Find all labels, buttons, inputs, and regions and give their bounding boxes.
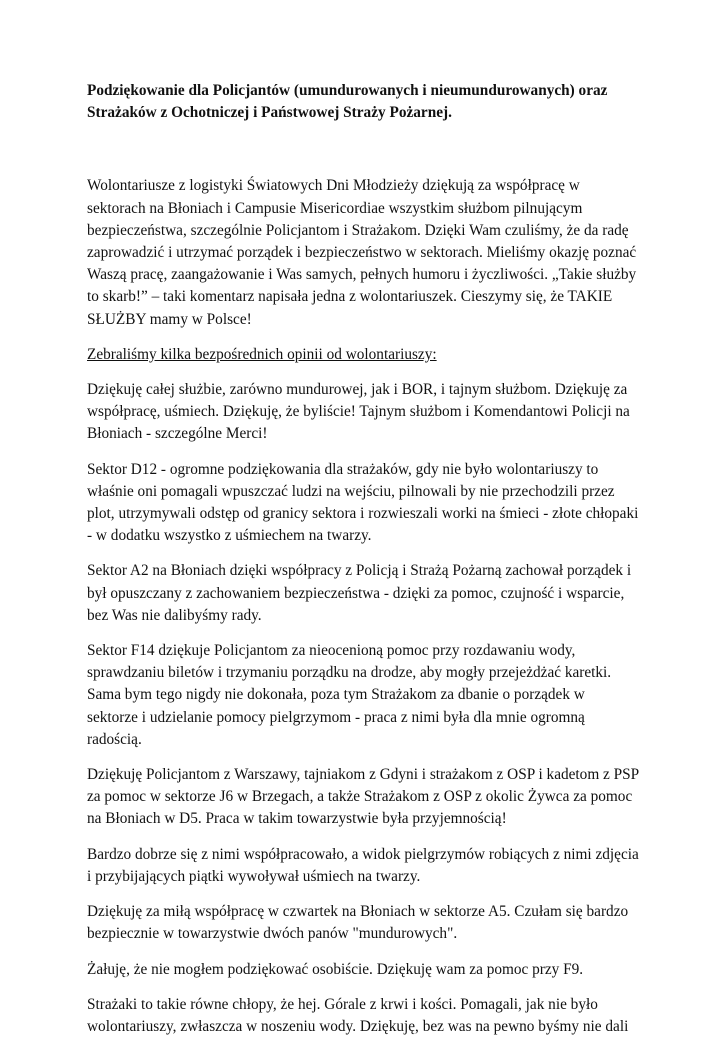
opinion-paragraph: Dziękuję całej służbie, zarówno mundurowej, jak i BOR, i tajnym służbom. Dziękuję za współpracę, uśmiech. Dziękuję, że byliście! Tajnym służbom i Komendantowi Policji na Błoniach - szczególne Merci! bbox=[87, 381, 630, 443]
opinion-paragraph: Dziękuję za miłą współpracę w czwartek na Błoniach w sektorze A5. Czułam się bardzo bezpiecznie w towarzystwie dwóch panów "mundurowych". bbox=[87, 903, 629, 943]
opinions-heading: Zebraliśmy kilka bezpośrednich opinii od wolontariuszy: bbox=[87, 345, 437, 363]
opinion-paragraph: Strażaki to takie równe chłopy, że hej. Górale z krwi i kości. Pomagali, jak nie było wolontariuszy, zwłaszcza w noszeniu wody. Dziękuję, bez was na pewno byśmy nie dali bbox=[87, 995, 629, 1035]
opinion-paragraph: Dziękuję Policjantom z Warszawy, tajniakom z Gdyni i strażakom z OSP i kadetom z PSP za pomoc w sektorze J6 w Brzegach, a także Strażakom z OSP z okolic Żywca za pomoc na Błoniach w D5. Praca w takim towarzystwie była przyjemnością! bbox=[87, 766, 639, 828]
document-title: Podziękowanie dla Policjantów (umundurowanych i nieumundurowanych) oraz Strażaków z Ochotniczej i Państwowej Straży Pożarnej. bbox=[87, 82, 608, 122]
opinion-paragraph: Sektor A2 na Błoniach dzięki współpracy z Policją i Strażą Pożarną zachował porządek i był opuszczany z zachowaniem bezpieczeństwa - dzięki za pomoc, czujność i wsparcie, bez Was nie dalibyśmy rady. bbox=[87, 562, 632, 624]
opinion-paragraph: Bardzo dobrze się z nimi współpracowało, a widok pielgrzymów robiących z nimi zdjęcia i przybijających piątki wywoływał uśmiech na twarzy. bbox=[87, 845, 639, 885]
opinion-paragraph: Sektor D12 - ogromne podziękowania dla strażaków, gdy nie było wolontariuszy to właśnie oni pomagali wpuszczać ludzi na wejściu, pilnowali by nie przechodzili przez plot, utrzymywali odstęp od granicy sektora i rozwieszali worki na śmieci - złote chłopaki - w dodatku wszystko z uśmiechem na twarzy. bbox=[87, 460, 639, 545]
document-page bbox=[87, 80, 639, 1051]
opinion-paragraph: Żałuję, że nie mogłem podziękować osobiście. Dziękuję wam za pomoc przy F9. bbox=[87, 960, 584, 978]
intro-paragraph: Wolontariusze z logistyki Światowych Dni Młodzieży dziękują za współpracę w sektorach na Błoniach i Campusie Misericordiae wszystkim służbom pilnującym bezpieczeństwa, szczególnie Policjantom i Strażakom. Dzięki Wam czuliśmy, że da radę zaprowadzić i utrzymać porządek i bezpieczeństwo w sektorach. Mieliśmy okazję poznać Waszą pracę, zaangażowanie i Was samych, pełnych humoru i życzliwości. „Takie służby to skarb!” – taki komentarz napisała jedna z wolontariuszek. Cieszymy się, że TAKIE SŁUŻBY mamy w Polsce! bbox=[87, 177, 637, 328]
opinion-paragraph: Sektor F14 dziękuje Policjantom za nieocenioną pomoc przy rozdawaniu wody, sprawdzaniu biletów i trzymaniu porządku na drodze, aby mogły przejeżdżać karetki. Sama bym tego nigdy nie dokonała, poza tym Strażakom za dbanie o porządek w sektorze i udzielanie pomocy pielgrzymom - praca z nimi była dla mnie ogromną radością. bbox=[87, 642, 612, 748]
